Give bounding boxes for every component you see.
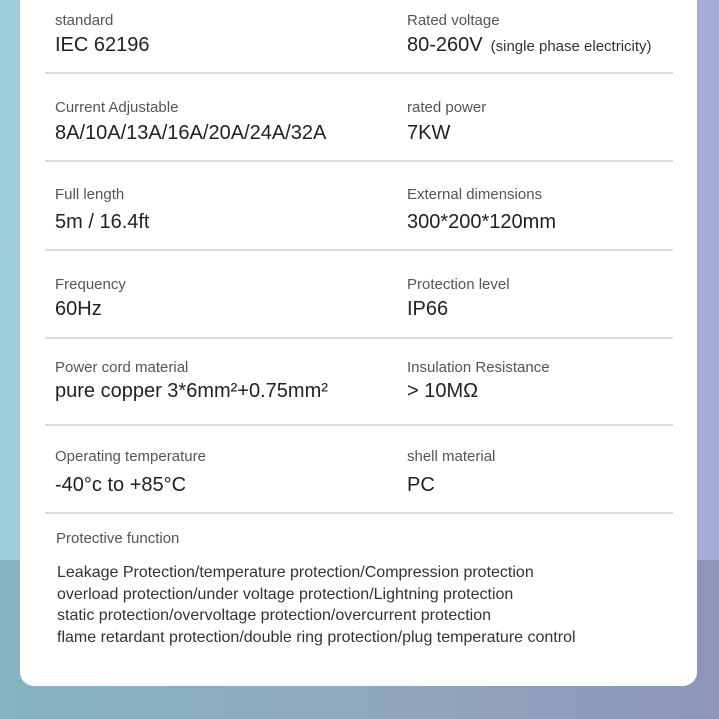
divider: [45, 337, 673, 339]
spec-value-text: 8A/10A/13A/16A/20A/24A/32A: [55, 122, 327, 144]
spec-value-text: pure copper 3*6mm²+0.75mm²: [55, 380, 328, 402]
protective-function-line: overload protection/under voltage protection/Lightning protection: [57, 585, 514, 603]
protective-function-label: Protective function: [56, 530, 180, 547]
spec-value-text: IEC 62196: [55, 34, 150, 56]
spec-label: External dimensions: [407, 186, 543, 203]
spec-value-text: 300*200*120mm: [407, 211, 556, 233]
spec-label: standard: [55, 12, 114, 29]
divider: [45, 160, 673, 162]
spec-note: (single phase electricity): [490, 38, 652, 55]
spec-label: Insulation Resistance: [407, 359, 550, 376]
spec-label: shell material: [407, 448, 496, 465]
spec-value: [407, 298, 448, 321]
spec-label: Protection level: [407, 276, 510, 293]
spec-label: Power cord material: [55, 359, 189, 376]
divider: [45, 249, 673, 251]
spec-value: [407, 34, 652, 57]
spec-label: Frequency: [55, 276, 126, 293]
spec-value: [407, 122, 450, 145]
spec-label: Rated voltage: [407, 12, 500, 29]
protective-function-list: [57, 562, 576, 648]
spec-value: [407, 380, 478, 403]
spec-card: [20, 0, 697, 686]
spec-value: [55, 122, 326, 145]
protective-function-line: flame retardant protection/double ring protection/plug temperature control: [57, 628, 576, 646]
spec-label: Full length: [55, 186, 125, 203]
spec-value-text: PC: [407, 474, 435, 496]
spec-label: rated power: [407, 99, 487, 116]
spec-value: [55, 211, 150, 234]
protective-function-line: Leakage Protection/temperature protection/Compression protection: [57, 564, 534, 581]
spec-label: Operating temperature: [55, 448, 206, 465]
spec-value-text: 5m / 16.4ft: [55, 211, 150, 233]
spec-value: [55, 474, 186, 497]
spec-value-text: 60Hz: [55, 298, 102, 320]
spec-value: [55, 298, 102, 321]
divider: [45, 424, 673, 426]
spec-value-text: -40°c to +85°C: [55, 474, 187, 496]
spec-value: [55, 34, 150, 57]
spec-value-text: 7KW: [407, 122, 451, 144]
spec-value-text: 80-260V: [407, 34, 483, 56]
spec-value-text: > 10MΩ: [407, 380, 479, 402]
divider: [45, 512, 673, 514]
spec-value: [55, 380, 328, 403]
spec-value: [407, 474, 435, 497]
spec-value-text: IP66: [407, 298, 449, 320]
protective-function-line: static protection/overvoltage protection/overcurrent protection: [57, 607, 492, 624]
divider: [45, 72, 673, 74]
spec-value: [407, 211, 556, 234]
spec-label: Current Adjustable: [55, 99, 179, 116]
